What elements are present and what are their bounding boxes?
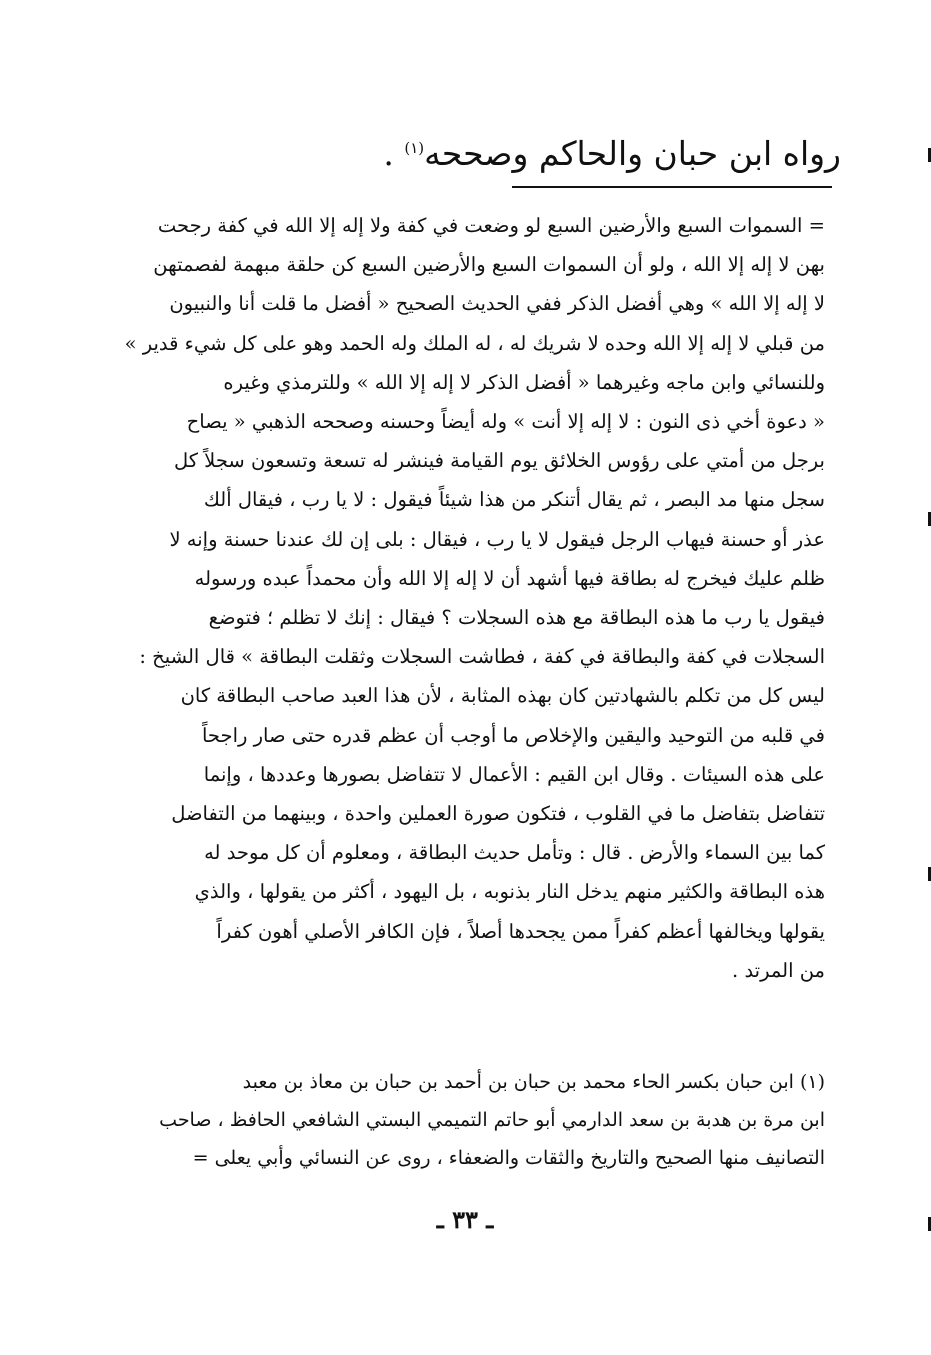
main-text-line: على هذه السيئات . وقال ابن القيم : الأعمال لا تتفاضل بصورها وعددها ، وإنما	[203, 762, 825, 786]
main-text-line: تتفاضل بتفاضل ما في القلوب ، فتكون صورة العملين واحدة ، وبينهما من التفاضل	[171, 802, 825, 826]
main-text-line: لا إله إلا الله » وهي أفضل الذكر ففي الحديث الصحيح « أفضل ما قلت أنا والنبيون	[169, 292, 825, 316]
main-text-line: من قبلي لا إله إلا الله وحده لا شريك له ، له الملك وله الحمد وهو على كل شيء قدير »	[124, 331, 825, 355]
main-text-line: سجل منها مد البصر ، ثم يقال أتنكر من هذا شيئاً فيقول : لا يا رب ، فيقال ألك	[203, 488, 825, 512]
main-text-line: السجلات في كفة والبطاقة في كفة ، فطاشت السجلات وثقلت البطاقة » قال الشيخ :	[139, 645, 825, 669]
footnote-line: التصانيف منها الصحيح والتاريخ والثقات والضعفاء ، روى عن النسائي وأبي يعلى =	[192, 1147, 825, 1169]
main-text-line: يقولها ويخالفها أعظم كفراً ممن يجحدها أصلاً ، فإن الكافر الأصلي أهون كفراً	[216, 919, 825, 943]
main-text-line: عذر أو حسنة فيهاب الرجل فيقول لا يا رب ، فيقال : بلى إن لك عندنا حسنة وإنه لا	[169, 527, 825, 551]
section-heading	[281, 118, 841, 184]
main-text-line: وللنسائي وابن ماجه وغيرهما « أفضل الذكر لا إله إلا الله » وللترمذي وغيره	[223, 370, 825, 394]
main-text	[100, 206, 825, 990]
main-text-line: ظلم عليك فيخرج له بطاقة فيها أشهد أن لا إله إلا الله وأن محمداً عبده ورسوله	[194, 566, 825, 590]
main-text-line: برجل من أمتي على رؤوس الخلائق يوم القيامة فينشر له تسعة وتسعون سجلاً كل	[173, 449, 825, 473]
heading-divider	[512, 186, 832, 188]
main-text-line: بهن لا إله إلا الله ، ولو أن السموات السبع والأرضين السبع كن حلقة مبهمة لفصمتهن	[153, 253, 825, 277]
page-number: ـ ٣٣ ـ	[436, 1205, 494, 1234]
main-text-line: = السموات السبع والأرضين السبع لو وضعت في كفة ولا إله إلا الله في كفة رجحت	[157, 214, 825, 237]
main-text-line: كما بين السماء والأرض . قال : وتأمل حديث البطاقة ، ومعلوم أن كل موحد له	[204, 841, 825, 865]
footnote-reference: (١)	[404, 139, 425, 157]
main-text-line: من المرتد .	[732, 958, 825, 982]
footnote	[100, 1063, 825, 1177]
footnote-line: ابن مرة بن هدبة بن سعد الدارمي أبو حاتم التميمي البستي الشافعي الحافظ ، صاحب	[159, 1109, 825, 1131]
main-text-line: في قلبه من التوحيد واليقين والإخلاص ما أوجب أن عظم قدره حتى صار راجحاً	[201, 723, 825, 747]
footnote-line: (١) ابن حبان بكسر الحاء محمد بن حبان بن أحمد بن حبان بن معاذ بن معبد	[242, 1071, 825, 1093]
main-text-line: فيقول يا رب ما هذه البطاقة مع هذه السجلات ؟ فيقال : إنك لا تظلم ؛ فتوضع	[208, 606, 825, 630]
main-text-line: هذه البطاقة والكثير منهم يدخل النار بذنوبه ، بل اليهود ، أكثر من يقولها ، والذي	[194, 880, 825, 904]
heading-text: رواه ابن حبان والحاكم وصححه	[424, 134, 841, 173]
heading-end: .	[383, 134, 405, 173]
main-text-line: « دعوة أخي ذى النون : لا إله إلا أنت » وله أيضاً وحسنه وصححه الذهبي « يصاح	[186, 410, 825, 434]
main-text-line: ليس كل من تكلم بالشهادتين كان بهذه المثابة ، لأن هذا العبد صاحب البطاقة كان	[180, 684, 825, 708]
